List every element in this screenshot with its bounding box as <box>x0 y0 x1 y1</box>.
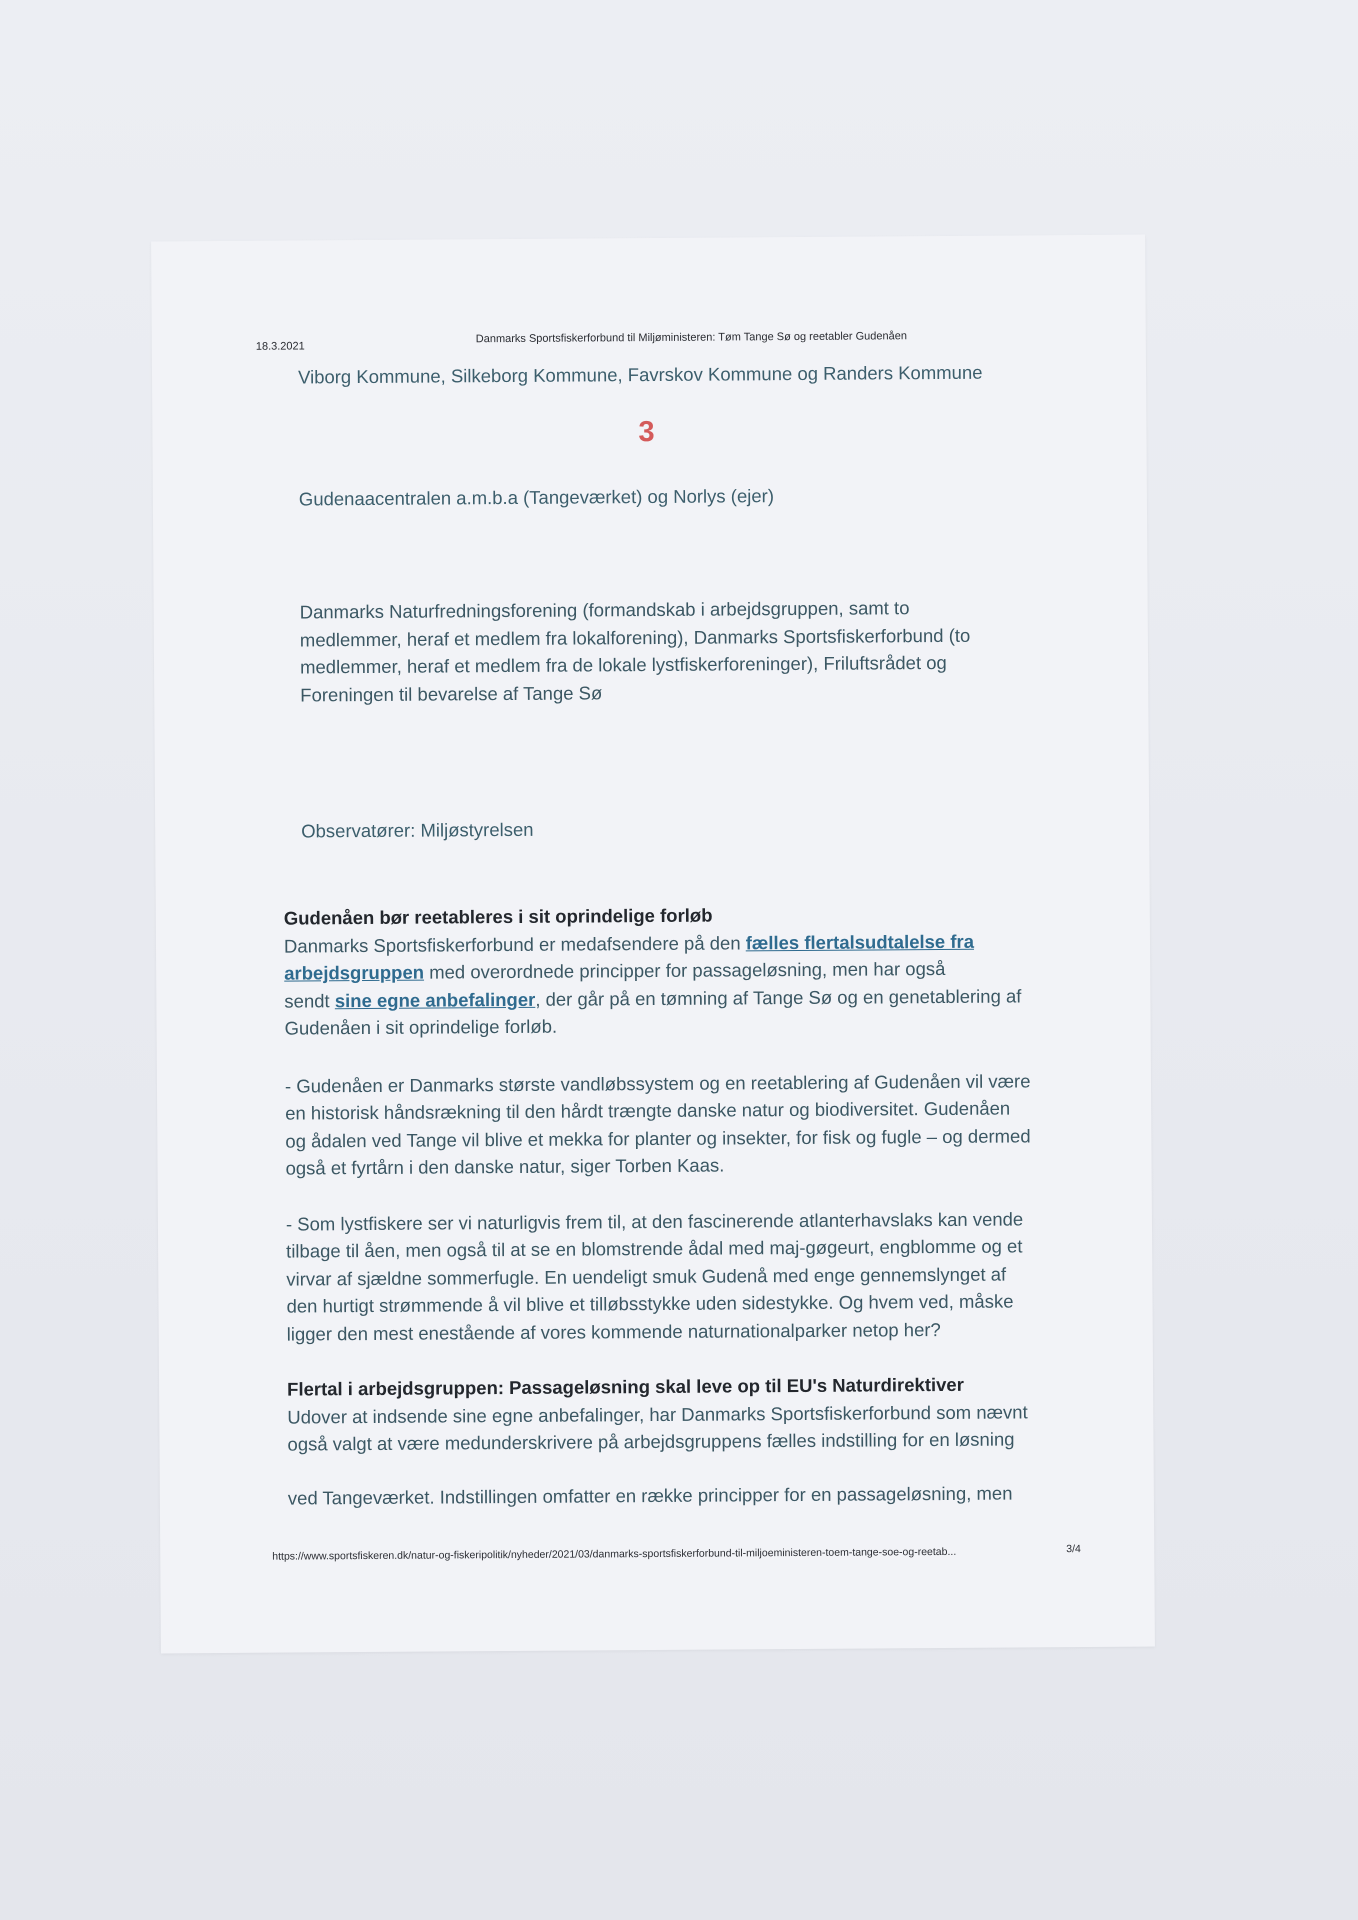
municipalities-line: Viborg Kommune, Silkeborg Kommune, Favrskov Kommune og Randers Kommune <box>297 361 983 388</box>
paragraph-line: Gudenåen i sit oprindelige forløb. <box>284 1015 558 1039</box>
own-recommendations-link[interactable]: sine egne anbefalinger <box>334 988 536 1011</box>
section-heading: Flertal i arbejdsgruppen: Passageløsning skal leve op til EU's Naturdirektiver <box>287 1373 964 1400</box>
joint-statement-link-cont[interactable]: arbejdsgruppen <box>284 961 425 984</box>
paragraph-line: også valgt at være medunderskrivere på arbejdsgruppens fælles indstilling for en løsning <box>287 1428 1015 1455</box>
quote-line: ligger den mest enestående af vores kommende naturnationalparker netop her? <box>286 1318 941 1345</box>
quote-line: tilbage til åen, men også til at se en blomstrende ådal med maj-gøgeurt, engblomme og et <box>286 1235 1023 1262</box>
text-span: , der går på en tømning af Tange Sø og en genetablering af <box>535 984 1022 1010</box>
joint-statement-link[interactable]: fælles flertalsudtalelse fra <box>745 930 975 953</box>
document-page <box>151 235 1155 1654</box>
observers-line: Observatører: Miljøstyrelsen <box>301 818 534 842</box>
paragraph-line: Udover at indsende sine egne anbefalinger, har Danmarks Sportsfiskerforbund som nævnt <box>287 1400 1028 1428</box>
quote-line: virvar af sjældne sommerfugle. En uendeligt smuk Gudenå med enge gennemslynget af <box>286 1263 1007 1290</box>
members-line: medlemmer, heraf et medlem fra lokalforening), Danmarks Sportsfiskerforbund (to <box>299 624 971 650</box>
members-paragraph <box>300 594 971 709</box>
members-line: medlemmer, heraf et medlem fra de lokale lystfiskerforeninger), Friluftsrådet og <box>299 651 947 678</box>
section-number: 3 <box>638 415 655 449</box>
text-span: med overordnede principper for passageløsning, men har også <box>423 957 946 983</box>
members-line: Danmarks Naturfredningsforening (formandskab i arbejdsgruppen, samt to <box>299 597 910 623</box>
owner-line: Gudenaacentralen a.m.b.a (Tangeværket) og Norlys (ejer) <box>298 485 775 510</box>
footer-page-number: 3/4 <box>1066 1543 1081 1556</box>
print-header-title: Danmarks Sportsfiskerforbund til Miljøministeren: Tøm Tange Sø og reetabler Gudenåen <box>475 330 908 346</box>
quote-line: den hurtigt strømmende å vil blive et tilløbsstykke uden sidestykke. Og hvem ved, måske <box>286 1290 1014 1317</box>
print-date: 18.3.2021 <box>255 340 305 353</box>
quote-line: - Som lystfiskere ser vi naturligvis frem til, at den fascinerende atlanterhavslaks kan vende <box>285 1207 1024 1235</box>
footer-url: https://www.sportsfiskeren.dk/natur-og-fiskeripolitik/nyheder/2021/03/danmarks-sportsfiskerforbund-til-miljoeministeren-toem-tange-soe-og-reetab... <box>272 1545 957 1563</box>
paragraph-line <box>284 982 1030 1015</box>
text-span: Danmarks Sportsfiskerforbund er medafsendere på den <box>283 931 746 957</box>
quote-line: en historisk håndsrækning til den hårdt trængte danske natur og biodiversitet. Gudenåen <box>285 1097 1011 1124</box>
quote-line: også et fyrtårn i den danske natur, siger Torben Kaas. <box>285 1154 725 1179</box>
quote-line: og ådalen ved Tange vil blive et mekka for planter og insekter, for fisk og fugle – og dermed <box>285 1124 1031 1152</box>
quote-line: - Gudenåen er Danmarks største vandløbssystem og en reetablering af Gudenåen vil være <box>284 1069 1031 1097</box>
text-span: sendt <box>284 989 335 1012</box>
paragraph-line: ved Tangeværket. Indstillingen omfatter en række principper for en passageløsning, men <box>287 1482 1013 1509</box>
section-gudenaaen <box>284 899 1034 1511</box>
members-line: Foreningen til bevarelse af Tange Sø <box>300 681 603 705</box>
section-heading: Gudenåen bør reetableres i sit oprindelige forløb <box>283 904 713 929</box>
